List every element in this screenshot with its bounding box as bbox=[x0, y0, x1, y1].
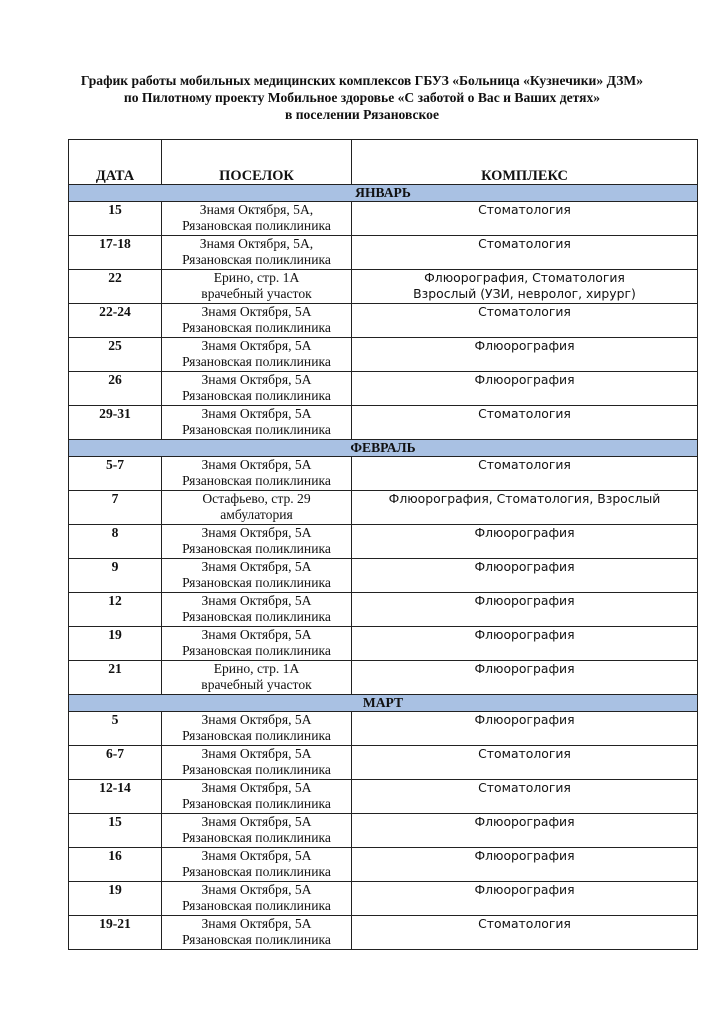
month-row bbox=[69, 440, 698, 457]
place-address: Знамя Октября, 5А bbox=[201, 457, 312, 472]
month-name: МАРТ bbox=[69, 695, 698, 712]
complex-services: Флюорография bbox=[474, 525, 575, 540]
place-cell bbox=[162, 338, 352, 372]
place-address: Знамя Октября, 5А bbox=[201, 746, 312, 761]
complex-cell bbox=[352, 780, 698, 814]
table-row bbox=[69, 525, 698, 559]
month-row bbox=[69, 185, 698, 202]
complex-cell bbox=[352, 525, 698, 559]
table-row bbox=[69, 916, 698, 950]
date-cell: 25 bbox=[69, 338, 162, 372]
place-cell bbox=[162, 916, 352, 950]
place-facility: Рязановская поликлиника bbox=[182, 932, 331, 947]
place-address: Ерино, стр. 1А bbox=[213, 270, 300, 285]
place-facility: Рязановская поликлиника bbox=[182, 218, 331, 233]
date-cell: 12 bbox=[69, 593, 162, 627]
place-address: Знамя Октября, 5А bbox=[201, 525, 312, 540]
date-cell: 19 bbox=[69, 627, 162, 661]
place-facility: Рязановская поликлиника bbox=[182, 830, 331, 845]
date-cell: 19-21 bbox=[69, 916, 162, 950]
place-address: Знамя Октября, 5А bbox=[201, 406, 312, 421]
place-address: Знамя Октября, 5А bbox=[201, 627, 312, 642]
place-cell bbox=[162, 491, 352, 525]
complex-cell bbox=[352, 627, 698, 661]
place-cell bbox=[162, 848, 352, 882]
table-row bbox=[69, 593, 698, 627]
place-facility: Рязановская поликлиника bbox=[182, 796, 331, 811]
table-row bbox=[69, 848, 698, 882]
date-cell: 6-7 bbox=[69, 746, 162, 780]
table-row bbox=[69, 780, 698, 814]
place-facility: Рязановская поликлиника bbox=[182, 728, 331, 743]
complex-cell bbox=[352, 406, 698, 440]
date-cell: 5 bbox=[69, 712, 162, 746]
table-row bbox=[69, 270, 698, 304]
table-row bbox=[69, 661, 698, 695]
table-row bbox=[69, 457, 698, 491]
complex-cell bbox=[352, 593, 698, 627]
place-facility: Рязановская поликлиника bbox=[182, 609, 331, 624]
table-row bbox=[69, 338, 698, 372]
place-address: Знамя Октября, 5А, bbox=[199, 202, 314, 217]
place-facility: Рязановская поликлиника bbox=[182, 422, 331, 437]
place-facility: Рязановская поликлиника bbox=[182, 898, 331, 913]
complex-cell bbox=[352, 338, 698, 372]
place-facility: Рязановская поликлиника bbox=[182, 320, 331, 335]
place-address: Знамя Октября, 5А, bbox=[199, 236, 314, 251]
complex-cell bbox=[352, 559, 698, 593]
complex-cell bbox=[352, 202, 698, 236]
complex-cell bbox=[352, 746, 698, 780]
month-row bbox=[69, 695, 698, 712]
place-cell bbox=[162, 882, 352, 916]
table-row bbox=[69, 304, 698, 338]
complex-cell bbox=[352, 372, 698, 406]
complex-services: Флюорография bbox=[474, 627, 575, 642]
complex-cell bbox=[352, 491, 698, 525]
place-cell bbox=[162, 304, 352, 338]
place-address: Знамя Октября, 5А bbox=[201, 338, 312, 353]
place-address: Знамя Октября, 5А bbox=[201, 780, 312, 795]
place-cell bbox=[162, 712, 352, 746]
complex-cell bbox=[352, 814, 698, 848]
place-cell bbox=[162, 457, 352, 491]
table-row bbox=[69, 627, 698, 661]
place-facility: Рязановская поликлиника bbox=[182, 643, 331, 658]
complex-services: Флюорография bbox=[474, 559, 575, 574]
place-address: Знамя Октября, 5А bbox=[201, 304, 312, 319]
date-cell: 12-14 bbox=[69, 780, 162, 814]
place-facility: Рязановская поликлиника bbox=[182, 354, 331, 369]
complex-cell bbox=[352, 270, 698, 304]
place-facility: Рязановская поликлиника bbox=[182, 541, 331, 556]
table-row bbox=[69, 202, 698, 236]
place-facility: Рязановская поликлиника bbox=[182, 762, 331, 777]
date-cell: 7 bbox=[69, 491, 162, 525]
place-facility: амбулатория bbox=[220, 507, 293, 522]
complex-services: Флюорография bbox=[474, 882, 575, 897]
header-place: ПОСЕЛОК bbox=[162, 140, 352, 185]
complex-services: Стоматология bbox=[478, 746, 571, 761]
place-address: Знамя Октября, 5А bbox=[201, 559, 312, 574]
date-cell: 21 bbox=[69, 661, 162, 695]
date-cell: 16 bbox=[69, 848, 162, 882]
schedule-table bbox=[68, 139, 698, 950]
complex-services: Стоматология bbox=[478, 304, 571, 319]
place-address: Знамя Октября, 5А bbox=[201, 712, 312, 727]
place-cell bbox=[162, 780, 352, 814]
complex-services: Флюорография bbox=[474, 661, 575, 676]
date-cell: 22-24 bbox=[69, 304, 162, 338]
complex-cell bbox=[352, 848, 698, 882]
place-cell bbox=[162, 627, 352, 661]
place-address: Знамя Октября, 5А bbox=[201, 593, 312, 608]
table-row bbox=[69, 372, 698, 406]
date-cell: 26 bbox=[69, 372, 162, 406]
place-facility: Рязановская поликлиника bbox=[182, 252, 331, 267]
date-cell: 8 bbox=[69, 525, 162, 559]
table-row bbox=[69, 814, 698, 848]
place-facility: врачебный участок bbox=[201, 286, 312, 301]
complex-services: Флюорография, Стоматология bbox=[424, 270, 625, 285]
complex-cell bbox=[352, 882, 698, 916]
place-address: Знамя Октября, 5А bbox=[201, 814, 312, 829]
place-cell bbox=[162, 559, 352, 593]
place-cell bbox=[162, 525, 352, 559]
place-cell bbox=[162, 746, 352, 780]
place-facility: Рязановская поликлиника bbox=[182, 473, 331, 488]
complex-services: Флюорография bbox=[474, 338, 575, 353]
table-header-row bbox=[69, 140, 698, 185]
complex-cell bbox=[352, 916, 698, 950]
date-cell: 5-7 bbox=[69, 457, 162, 491]
complex-services-extra: Взрослый (УЗИ, невролог, хирург) bbox=[413, 286, 636, 301]
table-row bbox=[69, 882, 698, 916]
schedule-table-body bbox=[69, 140, 698, 950]
complex-services: Стоматология bbox=[478, 202, 571, 217]
document-subtitle: по Пилотному проекту Мобильное здоровье «С заботой о Вас и Ваших детях» bbox=[123, 90, 601, 105]
place-cell bbox=[162, 202, 352, 236]
date-cell: 19 bbox=[69, 882, 162, 916]
table-row bbox=[69, 746, 698, 780]
place-address: Знамя Октября, 5А bbox=[201, 882, 312, 897]
complex-services: Флюорография, Стоматология, Взрослый bbox=[388, 491, 661, 506]
place-cell bbox=[162, 372, 352, 406]
place-facility: Рязановская поликлиника bbox=[182, 575, 331, 590]
place-address: Ерино, стр. 1А bbox=[213, 661, 300, 676]
place-facility: Рязановская поликлиника bbox=[182, 864, 331, 879]
table-row bbox=[69, 491, 698, 525]
complex-services: Флюорография bbox=[474, 712, 575, 727]
table-row bbox=[69, 559, 698, 593]
date-cell: 15 bbox=[69, 202, 162, 236]
table-row bbox=[69, 712, 698, 746]
complex-services: Стоматология bbox=[478, 457, 571, 472]
table-row bbox=[69, 406, 698, 440]
date-cell: 17-18 bbox=[69, 236, 162, 270]
complex-services: Стоматология bbox=[478, 780, 571, 795]
table-row bbox=[69, 236, 698, 270]
month-name: ЯНВАРЬ bbox=[69, 185, 698, 202]
complex-services: Стоматология bbox=[478, 406, 571, 421]
place-cell bbox=[162, 270, 352, 304]
header-complex: КОМПЛЕКС bbox=[352, 140, 698, 185]
place-cell bbox=[162, 406, 352, 440]
place-cell bbox=[162, 814, 352, 848]
complex-services: Флюорография bbox=[474, 593, 575, 608]
complex-services: Флюорография bbox=[474, 814, 575, 829]
date-cell: 22 bbox=[69, 270, 162, 304]
complex-services: Стоматология bbox=[478, 236, 571, 251]
complex-cell bbox=[352, 304, 698, 338]
place-cell bbox=[162, 661, 352, 695]
complex-cell bbox=[352, 457, 698, 491]
place-address: Остафьево, стр. 29 bbox=[202, 491, 311, 506]
place-cell bbox=[162, 236, 352, 270]
place-address: Знамя Октября, 5А bbox=[201, 848, 312, 863]
month-name: ФЕВРАЛЬ bbox=[69, 440, 698, 457]
document-location: в поселении Рязановское bbox=[284, 107, 440, 122]
date-cell: 29-31 bbox=[69, 406, 162, 440]
complex-cell bbox=[352, 661, 698, 695]
place-address: Знамя Октября, 5А bbox=[201, 916, 312, 931]
complex-services: Флюорография bbox=[474, 372, 575, 387]
place-facility: Рязановская поликлиника bbox=[182, 388, 331, 403]
header-date: ДАТА bbox=[69, 140, 162, 185]
date-cell: 15 bbox=[69, 814, 162, 848]
complex-services: Флюорография bbox=[474, 848, 575, 863]
complex-cell bbox=[352, 236, 698, 270]
place-address: Знамя Октября, 5А bbox=[201, 372, 312, 387]
complex-cell bbox=[352, 712, 698, 746]
date-cell: 9 bbox=[69, 559, 162, 593]
complex-services: Стоматология bbox=[478, 916, 571, 931]
document-title: График работы мобильных медицинских комплексов ГБУЗ «Больница «Кузнечики» ДЗМ» bbox=[80, 73, 644, 88]
place-facility: врачебный участок bbox=[201, 677, 312, 692]
place-cell bbox=[162, 593, 352, 627]
